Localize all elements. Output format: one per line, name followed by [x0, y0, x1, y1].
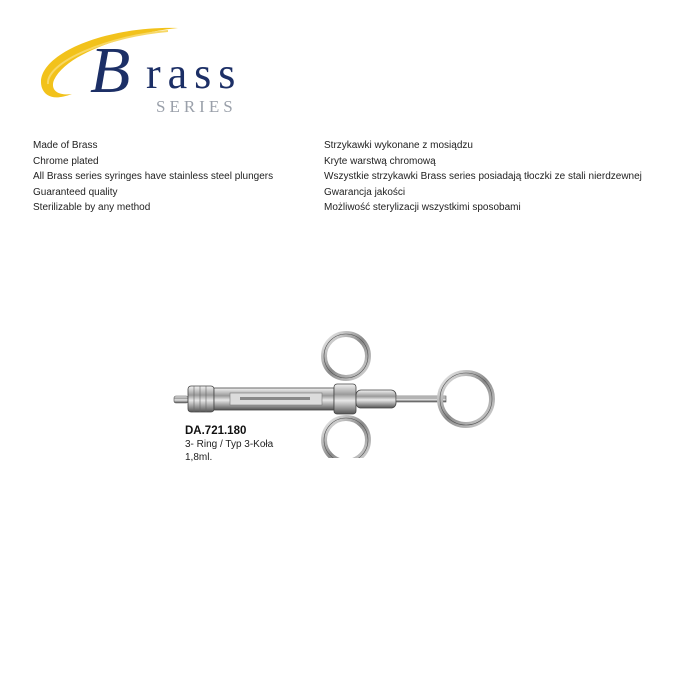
features-polish	[324, 138, 642, 216]
feature-en-item: Sterilizable by any method	[33, 202, 151, 213]
feature-pl-item: Możliwość sterylizacji wszystkimi sposobami	[324, 202, 521, 213]
features-english	[33, 138, 273, 216]
feature-pl-item: Wszystkie strzykawki Brass series posiadają tłoczki ze stali nierdzewnej	[324, 171, 642, 182]
feature-pl-item: Kryte warstwą chromową	[324, 155, 436, 167]
logo-initial: B	[90, 34, 131, 107]
feature-en-item: Guaranteed quality	[33, 186, 118, 198]
product-description: 3- Ring / Typ 3-Koła	[185, 439, 274, 450]
product-volume: 1,8ml.	[185, 452, 213, 463]
logo-wordmark: rass	[146, 49, 243, 98]
feature-pl-item: Strzykawki wykonane z mosiądzu	[324, 140, 473, 151]
product-code: DA.721.180	[185, 425, 247, 437]
brand-logo	[28, 18, 268, 116]
feature-en-item: Made of Brass	[33, 140, 98, 151]
logo-series: SERIES	[156, 97, 237, 116]
feature-en-item: All Brass series syringes have stainless steel plungers	[33, 171, 274, 182]
feature-pl-item: Gwarancja jakości	[324, 186, 406, 198]
feature-en-item: Chrome plated	[33, 155, 99, 167]
product-info	[185, 424, 273, 464]
